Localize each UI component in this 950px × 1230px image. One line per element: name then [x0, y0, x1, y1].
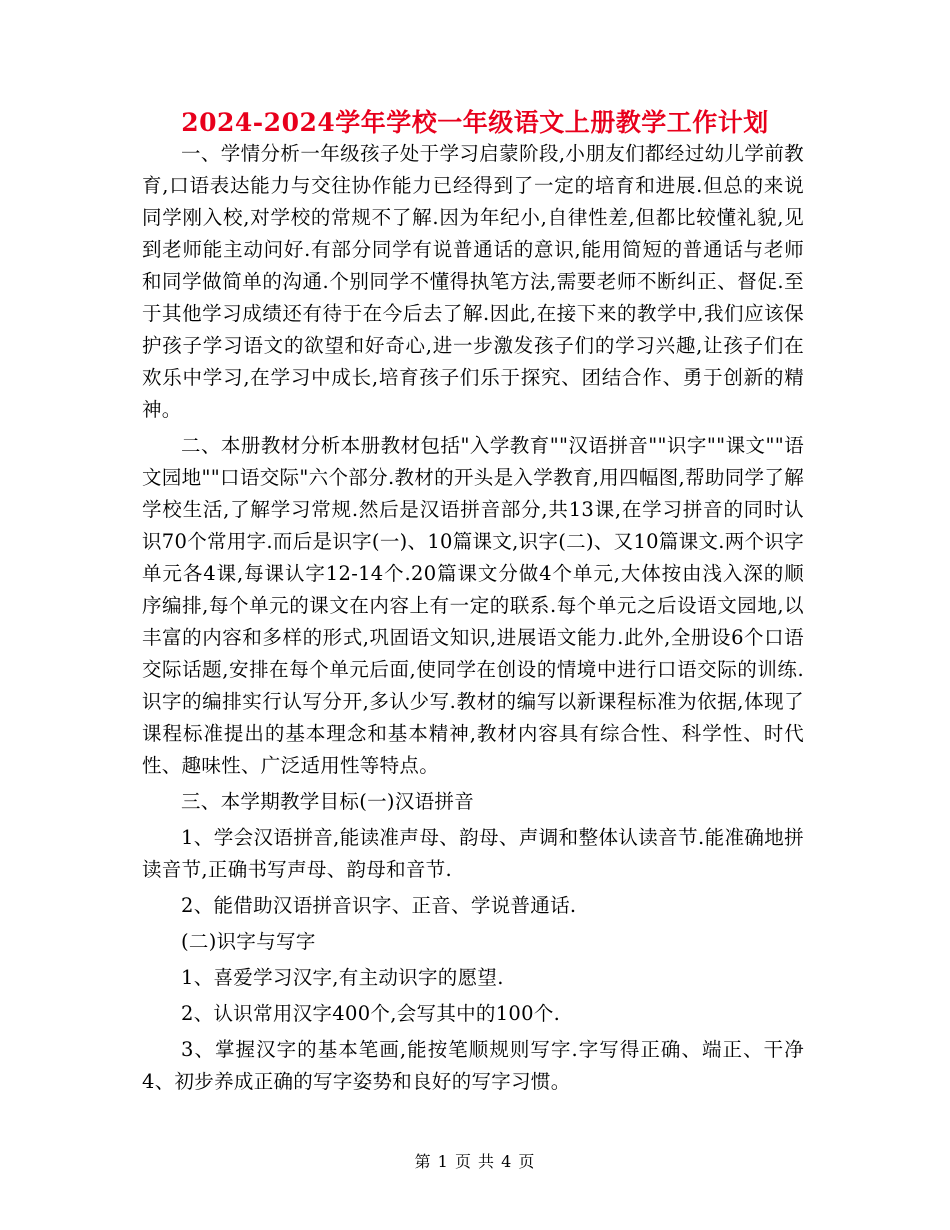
page-footer: 第 1 页 共 4 页: [414, 1152, 536, 1171]
paragraph-literacy-goal-1: 1、喜爱学习汉字,有主动识字的愿望.: [181, 966, 504, 989]
document-body: [142, 138, 804, 1102]
paragraph-textbook-analysis: 二、本册教材分析本册教材包括"入学教育""汉语拼音""识字""课文""语文园地""口语交际"六个部分.教材的开头是入学教育,用四幅图,帮助同学了解学校生活,了解学习常规.然后是汉语拼音部分,共13课,在学习拼音的同时认识70个常用字.而后是识字(一)、10篇课文,识字(二)、又10篇课文.两个识字单元各4课,每课认字12-14个.20篇课文分做4个单元,大体按由浅入深的顺序编排,每个单元的课文在内容上有一定的联系.每个单元之后设语文园地,以丰富的内容和多样的形式,巩固语文知识,进展语文能力.此外,全册设6个口语交际话题,安排在每个单元后面,使同学在创设的情境中进行口语交际的训练.识字的编排实行认写分开,多认少写.教材的编写以新课程标准为依据,体现了课程标准提出的基本理念和基本精神,教材内容具有综合性、科学性、时代性、趣味性、广泛适用性等特点。: [142, 434, 804, 777]
paragraph-literacy-heading: (二)识字与写字: [181, 930, 316, 953]
paragraph-learning-analysis: 一、学情分析一年级孩子处于学习启蒙阶段,小朋友们都经过幼儿学前教育,口语表达能力与交往协作能力已经得到了一定的培育和进展.但总的来说同学刚入校,对学校的常规不了解.因为年纪小,自律性差,但都比较懂礼貌,见到老师能主动问好.有部分同学有说普通话的意识,能用简短的普通话与老师和同学做简单的沟通.个别同学不懂得执笔方法,需要老师不断纠正、督促.至于其他学习成绩还有待于在今后去了解.因此,在接下来的教学中,我们应该保护孩子学习语文的欲望和好奇心,进一步激发孩子们的学习兴趣,让孩子们在欢乐中学习,在学习中成长,培育孩子们乐于探究、团结合作、勇于创新的精神。: [142, 142, 804, 421]
paragraph-pinyin-goal-2: 2、能借助汉语拼音识字、正音、学说普通话.: [181, 894, 577, 917]
paragraph-pinyin-goal-1: 1、学会汉语拼音,能读准声母、韵母、声调和整体认读音节.能准确地拼读音节,正确书写声母、韵母和音节.: [142, 826, 804, 881]
paragraph-literacy-goal-2: 2、认识常用汉字400个,会写其中的100个.: [181, 1002, 561, 1025]
paragraph-literacy-goal-3: 3、掌握汉字的基本笔画,能按笔顺规则写字.字写得正确、端正、干净4、初步养成正确的写字姿势和良好的写字习惯。: [142, 1038, 804, 1093]
paragraph-goals-heading: 三、本学期教学目标(一)汉语拼音: [181, 790, 475, 813]
document-title: 2024-2024学年学校一年级语文上册教学工作计划: [181, 108, 769, 137]
